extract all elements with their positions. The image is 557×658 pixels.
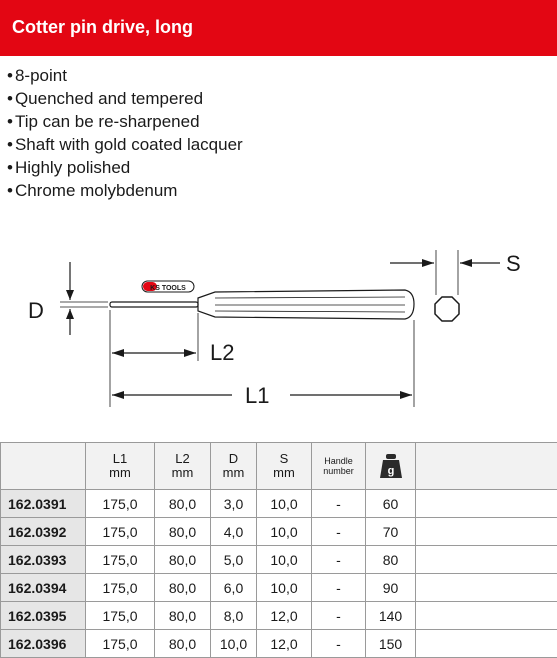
cell-handle-number: - xyxy=(312,574,366,602)
ks-tools-logo xyxy=(142,281,194,292)
cell-article-number: 162.0393 xyxy=(1,546,86,574)
cell-s: 10,0 xyxy=(257,574,312,602)
cell-blank xyxy=(416,546,557,574)
cell-weight: 80 xyxy=(366,546,416,574)
cell-s: 10,0 xyxy=(257,490,312,518)
label-d: D xyxy=(28,298,44,323)
cell-l2: 80,0 xyxy=(155,630,211,658)
label-l2: L2 xyxy=(210,340,235,365)
cell-l2: 80,0 xyxy=(155,574,211,602)
cell-l2: 80,0 xyxy=(155,546,211,574)
cell-handle-number: - xyxy=(312,602,366,630)
label-l1: L1 xyxy=(245,383,270,408)
cell-weight: 140 xyxy=(366,602,416,630)
cell-l1: 175,0 xyxy=(86,602,155,630)
specs-table xyxy=(0,442,557,658)
cell-handle-number: - xyxy=(312,546,366,574)
cell-article-number: 162.0391 xyxy=(1,490,86,518)
cell-d: 4,0 xyxy=(211,518,257,546)
header-d: D mm xyxy=(211,443,257,490)
cell-blank xyxy=(416,630,557,658)
cell-blank xyxy=(416,518,557,546)
feature-item: • Quenched and tempered xyxy=(7,87,243,110)
svg-text:g: g xyxy=(387,465,394,477)
feature-item: • Chrome molybdenum xyxy=(7,179,243,202)
header-handle-number: Handle number xyxy=(312,443,366,490)
cell-l1: 175,0 xyxy=(86,574,155,602)
cell-s: 12,0 xyxy=(257,602,312,630)
feature-item: • Shaft with gold coated lacquer xyxy=(7,133,243,156)
technical-drawing xyxy=(0,235,557,425)
cell-blank xyxy=(416,490,557,518)
cell-s: 10,0 xyxy=(257,518,312,546)
cell-l1: 175,0 xyxy=(86,518,155,546)
cell-article-number: 162.0394 xyxy=(1,574,86,602)
table-row xyxy=(1,518,557,546)
cell-d: 8,0 xyxy=(211,602,257,630)
tool-handle xyxy=(198,290,414,319)
cell-article-number: 162.0395 xyxy=(1,602,86,630)
cell-weight: 90 xyxy=(366,574,416,602)
tool-tip xyxy=(110,302,198,307)
table-row xyxy=(1,490,557,518)
table-row xyxy=(1,630,557,658)
feature-item: • 8-point xyxy=(7,64,243,87)
cell-l2: 80,0 xyxy=(155,602,211,630)
cell-d: 3,0 xyxy=(211,490,257,518)
cell-article-number: 162.0392 xyxy=(1,518,86,546)
cell-s: 12,0 xyxy=(257,630,312,658)
header-blank xyxy=(416,443,557,490)
cell-l1: 175,0 xyxy=(86,546,155,574)
header-l2: L2 mm xyxy=(155,443,211,490)
table-row xyxy=(1,574,557,602)
feature-item: • Highly polished xyxy=(7,156,243,179)
page-header xyxy=(0,0,557,56)
cell-l1: 175,0 xyxy=(86,490,155,518)
cell-blank xyxy=(416,574,557,602)
cell-weight: 70 xyxy=(366,518,416,546)
cell-l1: 175,0 xyxy=(86,630,155,658)
table-header-row xyxy=(1,443,557,490)
cell-handle-number: - xyxy=(312,490,366,518)
svg-text:KS TOOLS: KS TOOLS xyxy=(150,285,186,292)
cell-d: 6,0 xyxy=(211,574,257,602)
table-row xyxy=(1,546,557,574)
feature-item: • Tip can be re-sharpened xyxy=(7,110,243,133)
header-weight xyxy=(366,443,416,490)
cell-weight: 150 xyxy=(366,630,416,658)
cell-d: 5,0 xyxy=(211,546,257,574)
header-l1: L1 mm xyxy=(86,443,155,490)
cell-l2: 80,0 xyxy=(155,490,211,518)
cell-handle-number: - xyxy=(312,518,366,546)
page-title: Cotter pin drive, long xyxy=(12,17,194,37)
table-row xyxy=(1,602,557,630)
cell-weight: 60 xyxy=(366,490,416,518)
label-s: S xyxy=(506,251,521,276)
cell-l2: 80,0 xyxy=(155,518,211,546)
cell-d: 10,0 xyxy=(211,630,257,658)
cell-handle-number: - xyxy=(312,630,366,658)
cell-blank xyxy=(416,602,557,630)
cell-article-number: 162.0396 xyxy=(1,630,86,658)
octagon-end-view xyxy=(435,297,459,321)
header-s: S mm xyxy=(257,443,312,490)
weight-icon xyxy=(379,453,403,479)
cell-s: 10,0 xyxy=(257,546,312,574)
feature-list xyxy=(7,64,243,202)
header-artno xyxy=(1,443,86,490)
